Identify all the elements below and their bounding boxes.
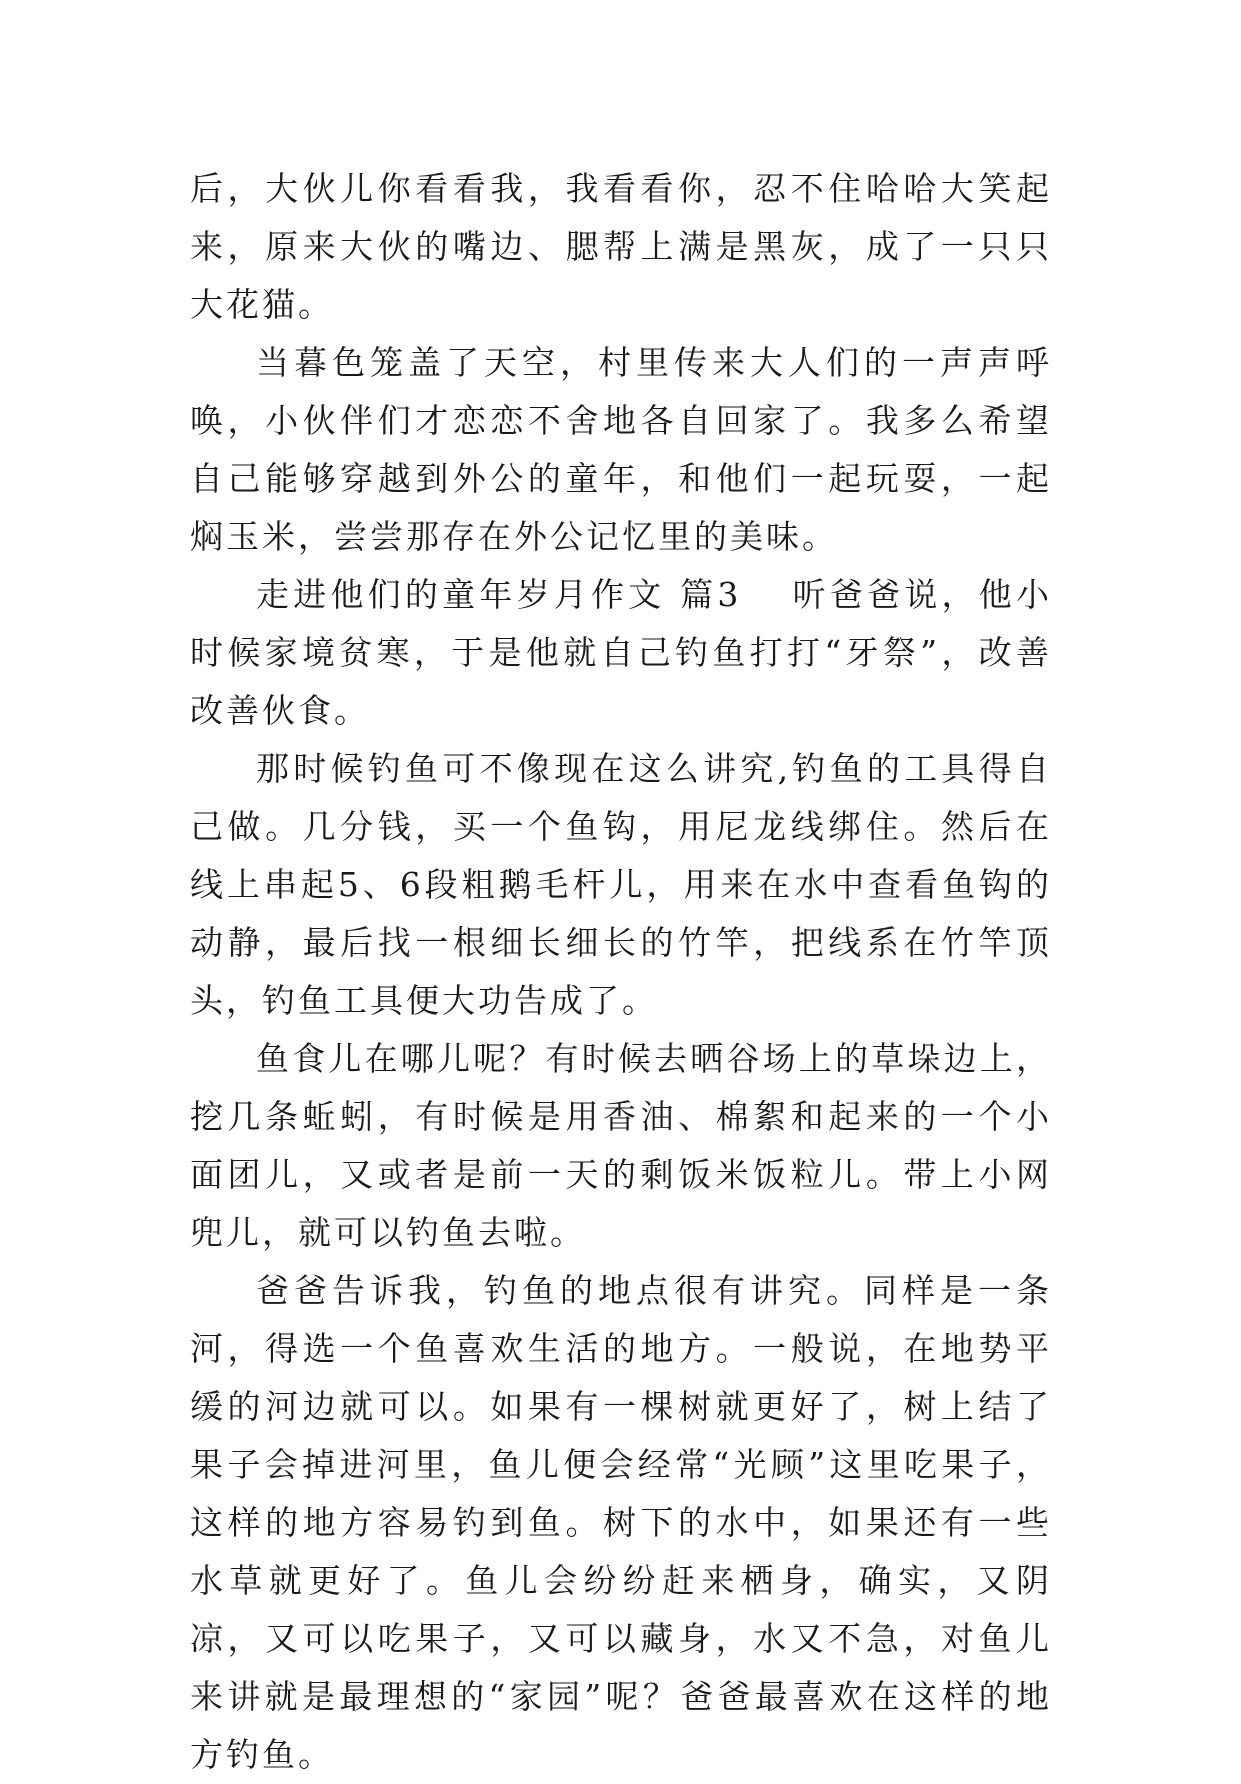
paragraph-4: 那时候钓鱼可不像现在这么讲究,钓鱼的工具得自己做。几分钱，买一个鱼钩，用尼龙线绑住。然后在线上串起5、6段粗鹅毛杆儿，用来在水中查看鱼钩的动静，最后找一根细长细长的竹竿，把线系在竹竿顶头，钓鱼工具便大功告成了。 bbox=[190, 749, 1052, 1020]
paragraph-3-text: 听爸爸说，他小时候家境贫寒，于是他就自己钓鱼打打“牙祭”，改善改善伙食。 bbox=[190, 575, 1052, 730]
paragraph-1: 后，大伙儿你看看我，我看看你，忍不住哈哈大笑起来，原来大伙的嘴边、腮帮上满是黑灰，成了一只只大花猫。 bbox=[190, 169, 1052, 324]
paragraph-3 bbox=[190, 566, 1052, 740]
paragraph-2: 当暮色笼盖了天空，村里传来大人们的一声声呼唤，小伙伴们才恋恋不舍地各自回家了。我多么希望自己能够穿越到外公的童年，和他们一起玩耍，一起焖玉米，尝尝那存在外公记忆里的美味。 bbox=[190, 343, 1052, 556]
document-body bbox=[190, 160, 1052, 1784]
paragraph-6: 爸爸告诉我，钓鱼的地点很有讲究。同样是一条河，得选一个鱼喜欢生活的地方。一般说，在地势平缓的河边就可以。如果有一棵树就更好了，树上结了果子会掉进河里，鱼儿便会经常“光顾”这里吃果子，这样的地方容易钓到鱼。树下的水中，如果还有一些水草就更好了。鱼儿会纷纷赶来栖身，确实，又阴凉，又可以吃果子，又可以藏身，水又不急，对鱼儿来讲就是最理想的“家园”呢？爸爸最喜欢在这样的地方钓鱼。 bbox=[190, 1271, 1052, 1774]
section-heading: 走进他们的童年岁月作文 篇3 bbox=[256, 575, 742, 614]
paragraph-5: 鱼食儿在哪儿呢？有时候去晒谷场上的草垛边上，挖几条蚯蚓，有时候是用香油、棉絮和起来的一个小面团儿，又或者是前一天的剩饭米饭粒儿。带上小网兜儿，就可以钓鱼去啦。 bbox=[190, 1039, 1052, 1252]
